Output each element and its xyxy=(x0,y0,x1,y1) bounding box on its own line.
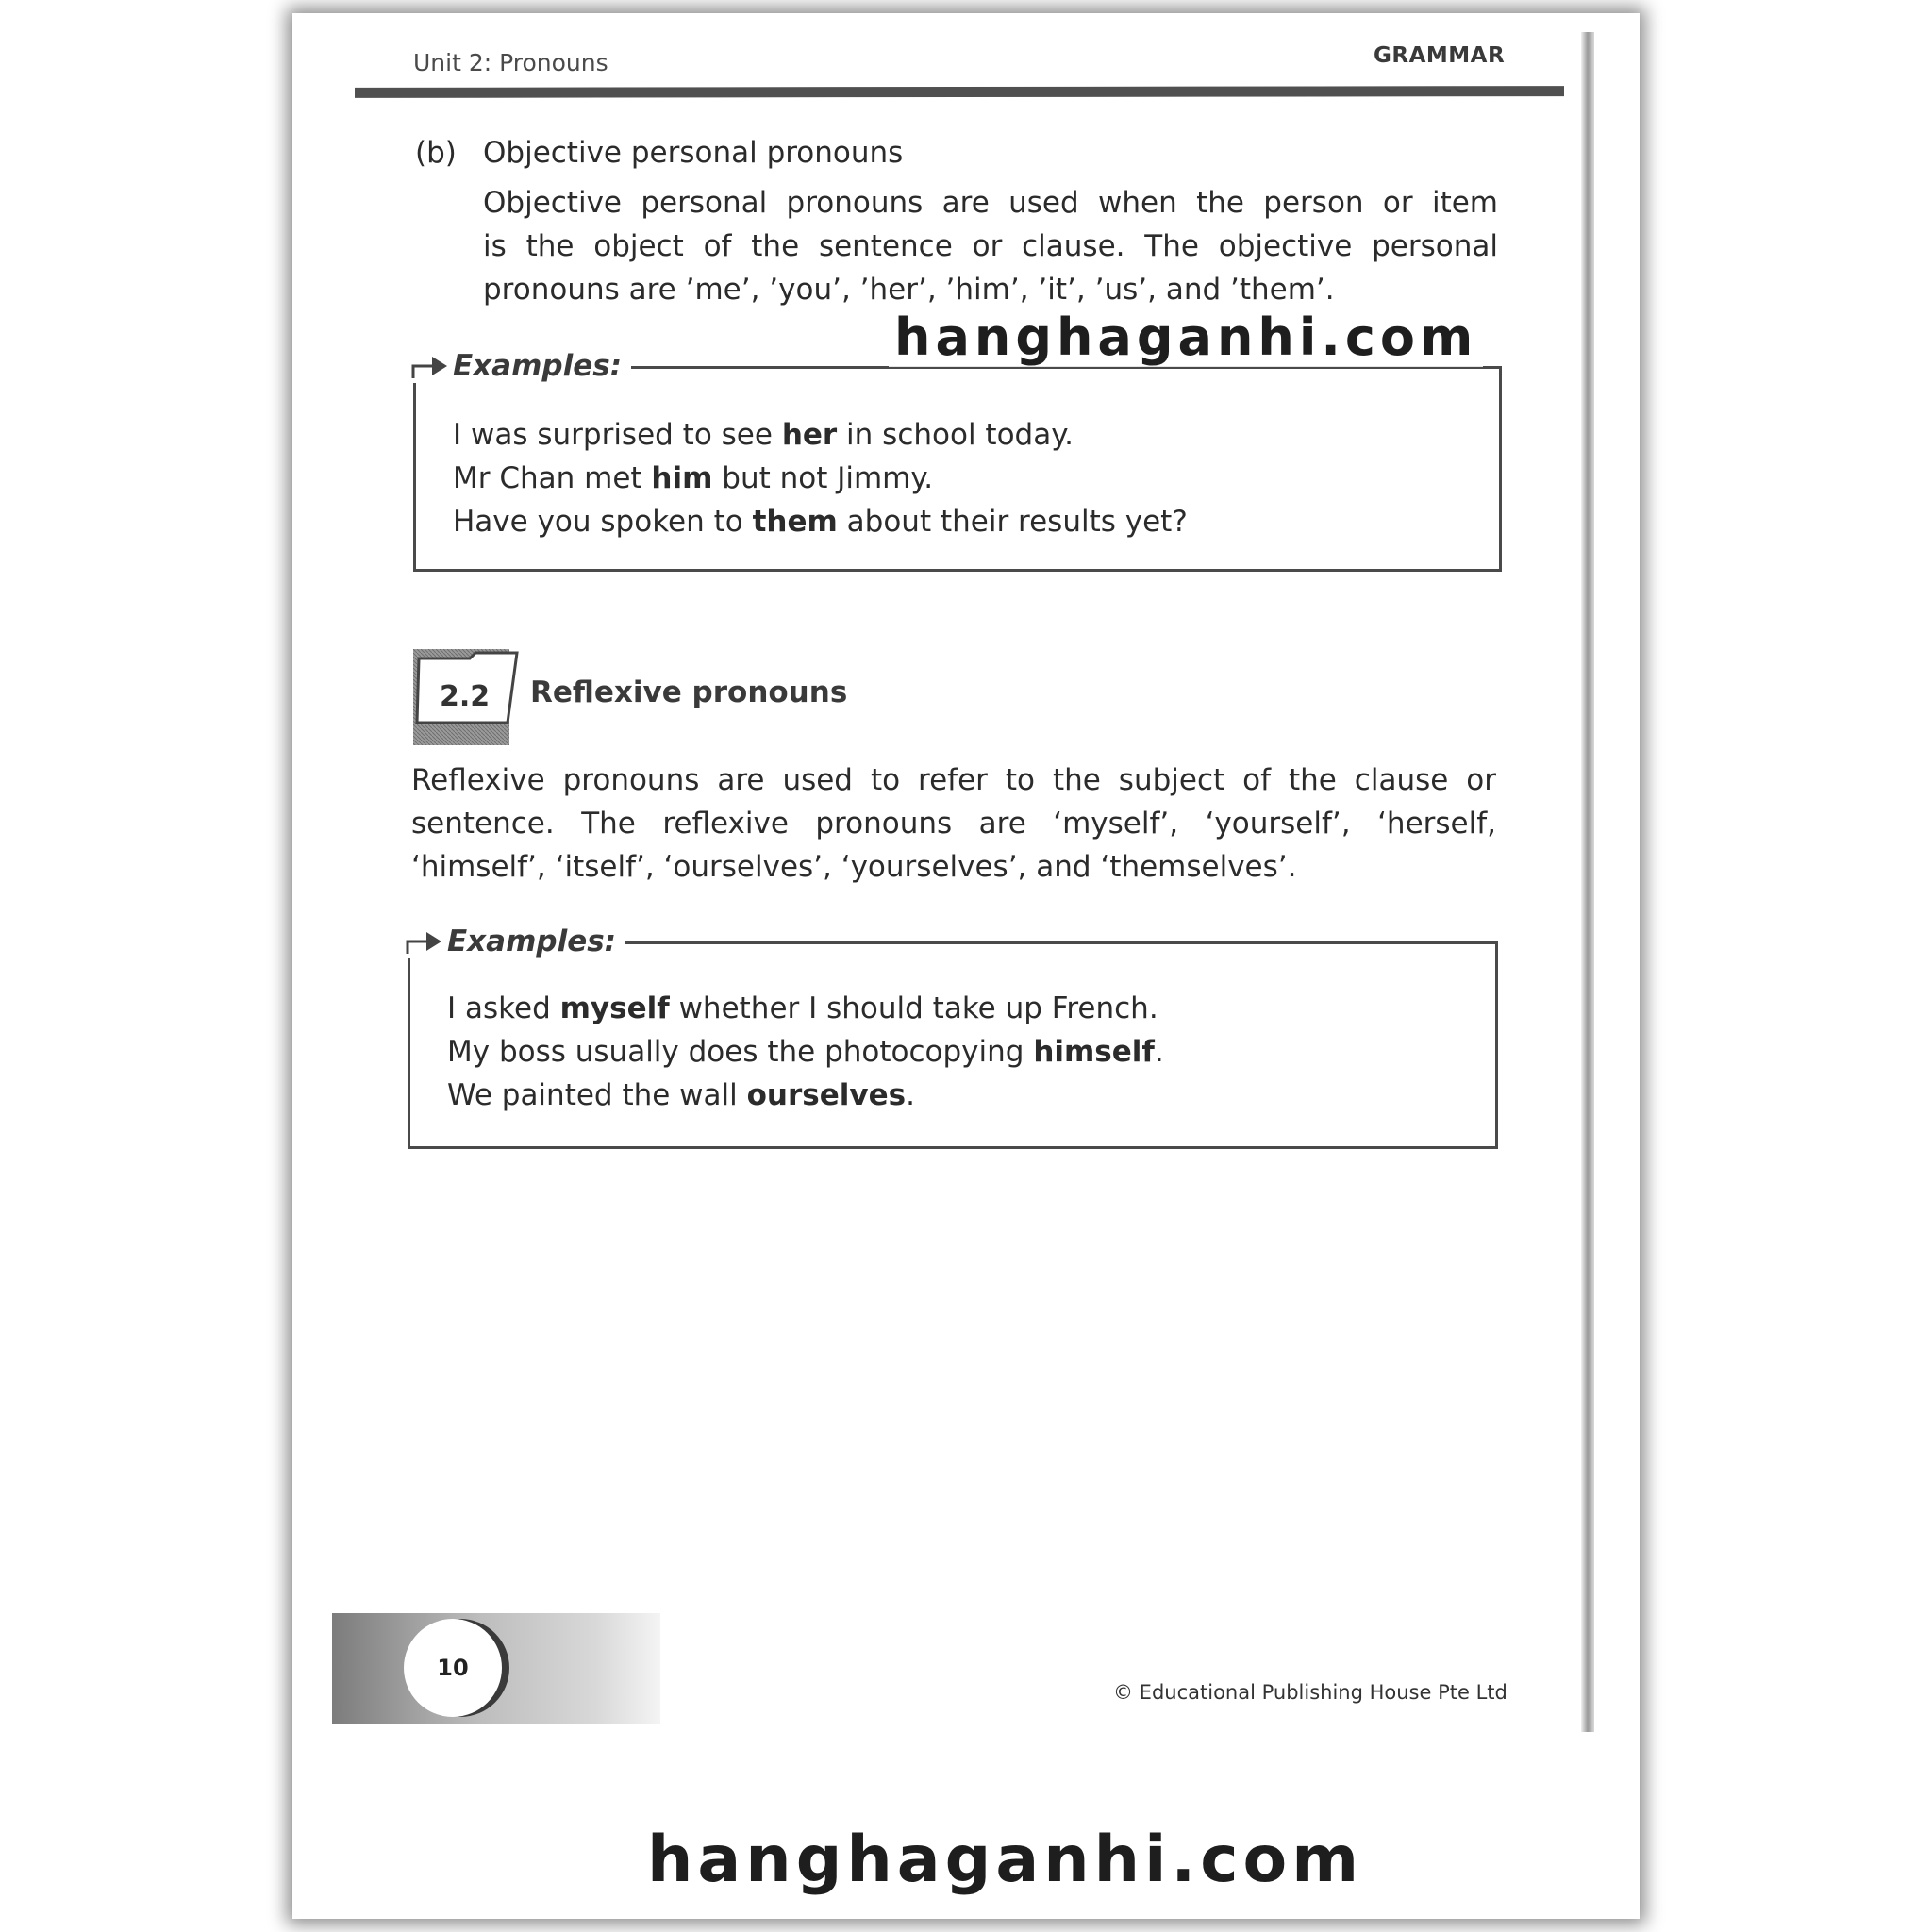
examples-label: Examples: xyxy=(443,924,625,958)
page-spine-edge xyxy=(1581,32,1594,1732)
paragraph-line: ‘himself’, ‘itself’, ‘ourselves’, ‘yourselves’, and ‘themselves’. xyxy=(411,850,1297,884)
section-paragraph xyxy=(411,758,1496,889)
section-number: 2.2 xyxy=(440,680,491,713)
header-rule xyxy=(355,86,1564,98)
paragraph-line: Reflexive pronouns are used to refer to the subject of the clause or xyxy=(411,763,1496,797)
page-number: 10 xyxy=(404,1619,502,1717)
paragraph-line: pronouns are ’me’, ’you’, ’her’, ’him’, ’it’, ’us’, and ’them’. xyxy=(483,273,1335,307)
arrow-icon xyxy=(406,927,443,956)
example-sentence: My boss usually does the photocopying himself. xyxy=(447,1035,1164,1069)
paragraph-line: is the object of the sentence or clause. The objective personal xyxy=(483,229,1498,263)
examples-label: Examples: xyxy=(449,349,631,383)
example-sentence: Mr Chan met him but not Jimmy. xyxy=(453,461,934,495)
section-number-tab xyxy=(413,649,519,745)
subject-label: GRAMMAR xyxy=(1374,43,1506,68)
example-sentence: We painted the wall ourselves. xyxy=(447,1078,915,1112)
paragraph-line: sentence. The reflexive pronouns are ‘myself’, ‘yourself’, ‘herself, xyxy=(411,807,1496,841)
watermark-top: hanghaganhi.com xyxy=(889,308,1483,367)
paragraph-line: Objective personal pronouns are used when the person or item xyxy=(483,186,1498,220)
book-page xyxy=(292,13,1640,1919)
watermark-bottom: hanghaganhi.com xyxy=(647,1823,1364,1897)
section-paragraph xyxy=(483,181,1498,311)
examples-header xyxy=(411,349,631,383)
arrow-icon xyxy=(411,352,449,380)
copyright-notice: © Educational Publishing House Pte Ltd xyxy=(1113,1681,1507,1704)
folder-tab-icon xyxy=(413,649,519,745)
example-sentence: I was surprised to see her in school today. xyxy=(453,418,1074,452)
examples-list xyxy=(447,987,1164,1117)
examples-header xyxy=(406,924,625,958)
section-title: Objective personal pronouns xyxy=(483,136,904,170)
section-marker: (b) xyxy=(415,136,457,170)
section-heading: Reflexive pronouns xyxy=(530,675,848,709)
example-sentence: I asked myself whether I should take up French. xyxy=(447,991,1158,1025)
unit-title: Unit 2: Pronouns xyxy=(413,49,608,76)
example-sentence: Have you spoken to them about their results yet? xyxy=(453,505,1188,539)
examples-list xyxy=(453,413,1188,543)
